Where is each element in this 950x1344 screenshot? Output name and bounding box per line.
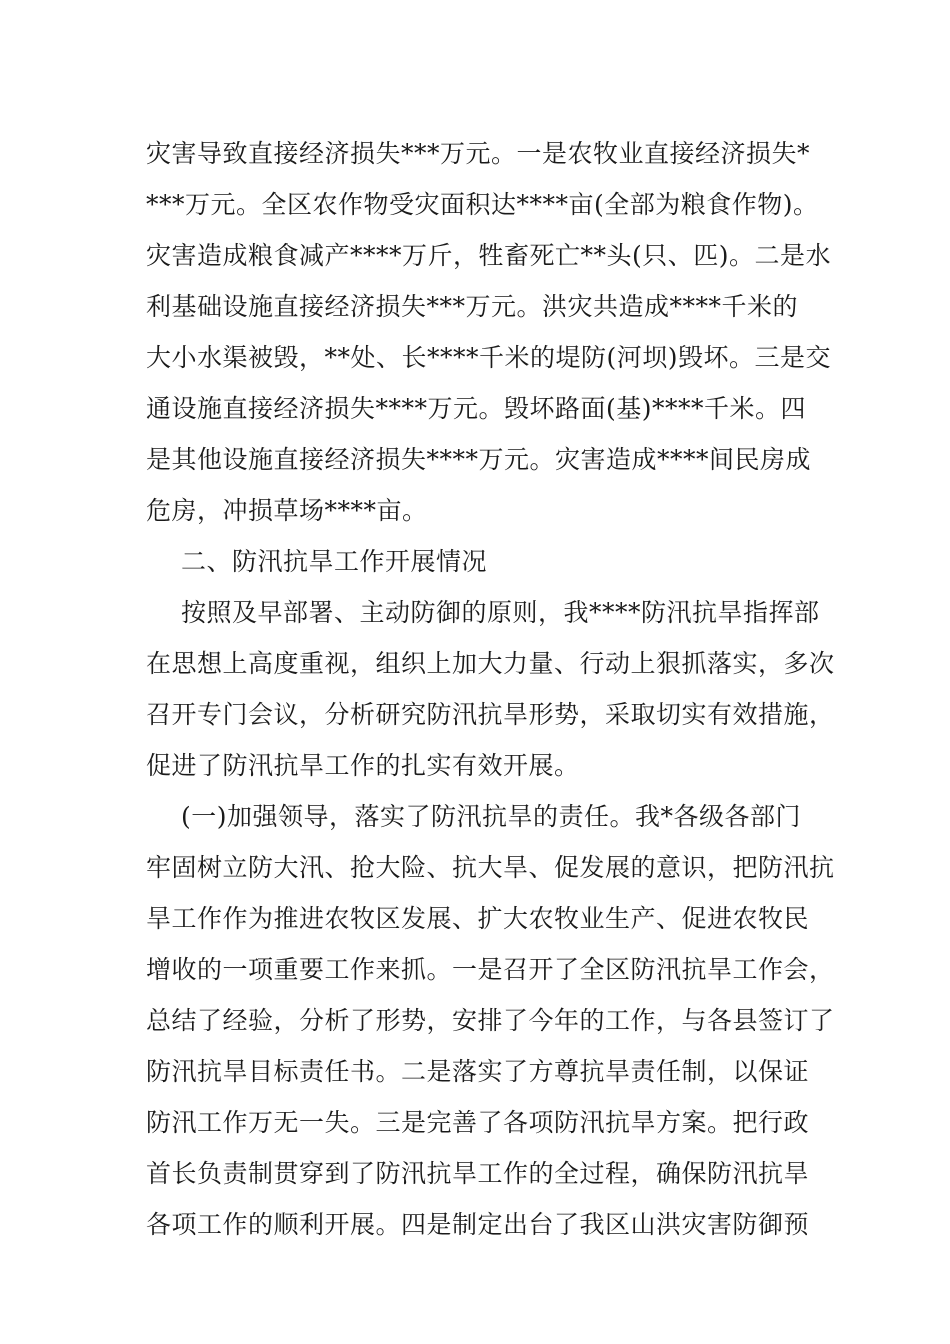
section-heading: 二、防汛抗旱工作开展情况 [181,547,488,576]
text-line: 是其他设施直接经济损失****万元。灾害造成****间民房成 [146,445,812,474]
text-line: 各项工作的顺利开展。四是制定出台了我区山洪灾害防御预 [146,1210,810,1239]
text-line: 大小水渠被毁，**处、长****千米的堤防(河坝)毁坏。三是交 [146,343,832,372]
text-line: 旱工作作为推进农牧区发展、扩大农牧业生产、促进农牧民 [146,904,810,933]
text-line: 总结了经验，分析了形势，安排了今年的工作，与各县签订了 [146,1006,835,1035]
text-line: 通设施直接经济损失****万元。毁坏路面(基)****千米。四 [146,394,807,423]
subsection-line: (一)加强领导，落实了防汛抗旱的责任。我*各级各部门 [181,802,802,831]
text-line: 灾害导致直接经济损失***万元。一是农牧业直接经济损失* [146,139,811,168]
text-line: 首长负责制贯穿到了防汛抗旱工作的全过程，确保防汛抗旱 [146,1159,810,1188]
text-line: 在思想上高度重视，组织上加大力量、行动上狠抓落实，多次 [146,649,835,678]
text-line: 防汛抗旱目标责任书。二是落实了方尊抗旱责任制，以保证 [146,1057,810,1086]
text-line: 危房，冲损草场****亩。 [146,496,428,525]
text-line: 促进了防汛抗旱工作的扎实有效开展。 [146,751,580,780]
text-line: 召开专门会议，分析研究防汛抗旱形势，采取切实有效措施， [146,700,835,729]
text-line: ***万元。全区农作物受灾面积达****亩(全部为粮食作物)。 [146,190,819,219]
text-line: 防汛工作万无一失。三是完善了各项防汛抗旱方案。把行政 [146,1108,810,1137]
text-line: 增收的一项重要工作来抓。一是召开了全区防汛抗旱工作会， [146,955,835,984]
text-line: 灾害造成粮食减产****万斤，牲畜死亡**头(只、匹)。二是水 [146,241,832,270]
text-line: 利基础设施直接经济损失***万元。洪灾共造成****千米的 [146,292,799,321]
text-line: 按照及早部署、主动防御的原则，我****防汛抗旱指挥部 [181,598,820,627]
text-line: 牢固树立防大汛、抢大险、抗大旱、促发展的意识，把防汛抗 [146,853,835,882]
